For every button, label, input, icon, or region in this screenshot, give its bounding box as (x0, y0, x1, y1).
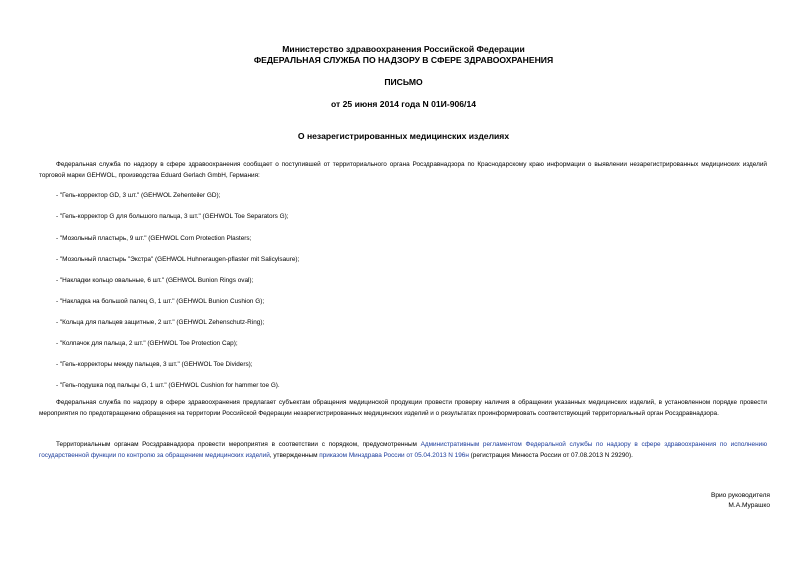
list-item: - "Гель-корректор G для большого пальца, 3 шт." (GEHWOL Toe Separators G); (56, 213, 289, 220)
document-subject: О незарегистрированных медицинских изделиях (297, 131, 510, 141)
list-item: - "Колпачок для пальца, 2 шт." (GEHWOL Toe Protection Cap); (56, 340, 238, 347)
ministry-title: Министерство здравоохранения Российской Федерации (282, 44, 525, 54)
list-item: - "Мозольный пластырь, 9 шт." (GEHWOL Corn Protection Plasters; (56, 235, 252, 242)
list-item: - "Накладки кольцо овальные, 6 шт." (GEHWOL Bunion Rings oval); (56, 277, 254, 284)
list-item: - "Гель-корректоры между пальцев, 3 шт." (GEHWOL Toe Dividers); (56, 361, 253, 368)
list-item: - "Кольца для пальцев защитные, 2 шт." (GEHWOL Zehenschutz-Ring); (56, 319, 265, 326)
regulation-link[interactable]: Административным регламентом Федеральной службы по надзору в сфере здравоохранения по исполнению государственной функции по контролю за обращением медицинских изделий (39, 441, 767, 459)
instruction-text: Территориальным органам Росздравнадзора провести мероприятия в соответствии с порядком, предусмотренным (56, 441, 421, 448)
signature-name: М.А.Мурашко (728, 502, 770, 509)
signature-position: Врио руководителя (710, 492, 770, 499)
document-type: ПИСЬМО (384, 77, 423, 87)
order-link[interactable]: приказом Минздрава России от 05.04.2013 N 196н (319, 451, 469, 459)
instruction-text: , утвержденным (269, 451, 320, 459)
list-item: - "Гель-корректор GD, 3 шт." (GEHWOL Zehenteiler GD); (56, 192, 221, 199)
list-item: - "Мозольный пластырь "Экстра" (GEHWOL Huhneraugen-pflaster mit Salicylsaure); (56, 256, 300, 263)
proposal-paragraph: Федеральная служба по надзору в сфере здравоохранения предлагает субъектам обращения медицинской продукции провести проверку наличия в обращении указанных медицинских изделий, в установленном порядке провести мероприятия по предотвращению обращения на территории Российской Федерации незарегистрированных медицинских изделий и о результатах проинформировать соответствующий территориальный орган Росздравнадзора. (39, 399, 767, 417)
document-date-number: от 25 июня 2014 года N 01И-906/14 (331, 99, 476, 109)
instruction-text: (регистрация Минюста России от 07.08.2013 N 29290). (468, 451, 633, 459)
list-item: - "Накладка на большой палец G, 1 шт." (GEHWOL Bunion Cushion G); (56, 298, 265, 305)
intro-paragraph: Федеральная служба по надзору в сфере здравоохранения сообщает о поступившей от территориального органа Росздравнадзора по Краснодарскому краю информации о выявлении незарегистрированных медицинских изделий торговой марки GEHWOL, производства Eduard Gerlach GmbH, Германия: (39, 161, 767, 179)
instruction-paragraph (39, 440, 767, 461)
list-item: - "Гель-подушка под пальцы G, 1 шт." (GEHWOL Cushion for hammer toe G). (56, 382, 280, 389)
service-title: ФЕДЕРАЛЬНАЯ СЛУЖБА ПО НАДЗОРУ В СФЕРЕ ЗДРАВООХРАНЕНИЯ (253, 55, 554, 65)
